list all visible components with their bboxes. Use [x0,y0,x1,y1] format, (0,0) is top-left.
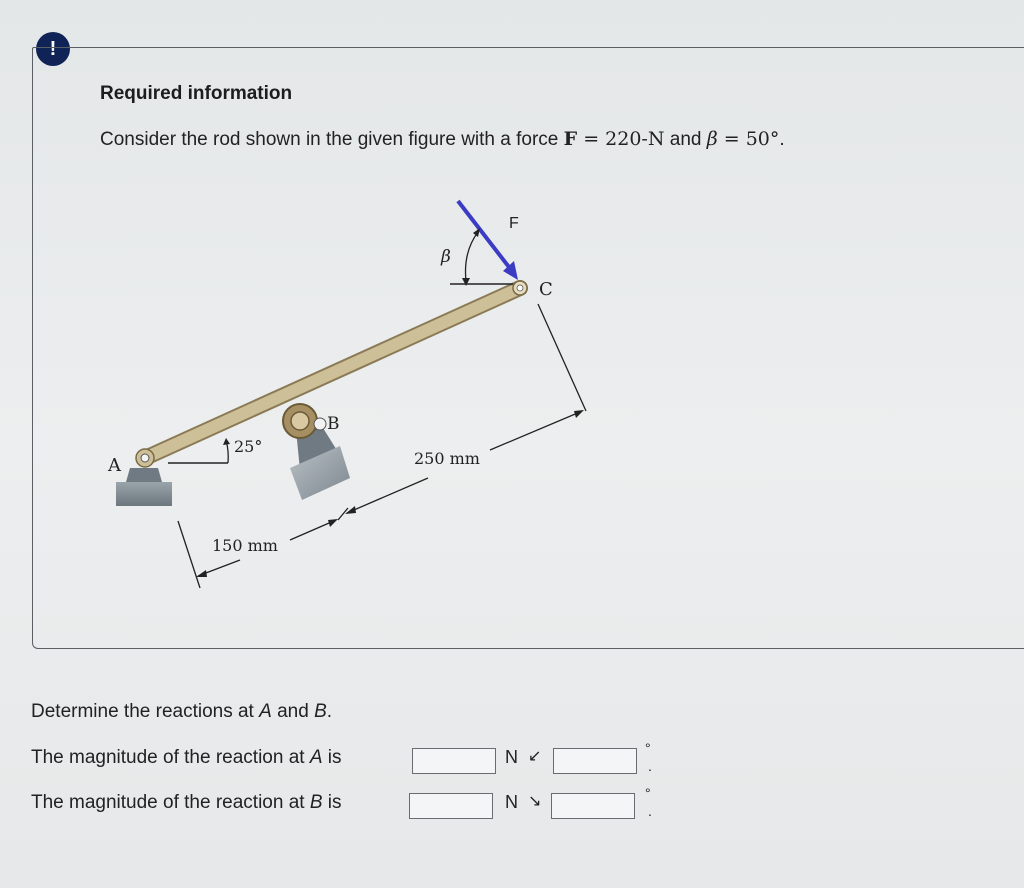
answer-label-b: The magnitude of the reaction at B is [31,792,342,813]
dim-label-150: 150 mm [212,536,278,555]
degree-b: ° [645,785,651,801]
rod-ac [136,281,527,467]
period-a: . [648,758,652,774]
degree-a: ° [645,740,651,756]
extension-line-b [338,508,348,520]
angle-arrowhead-25 [223,438,230,445]
dim-arrow-150-left [196,570,207,577]
force-value: = 220-N [577,128,665,150]
period-b: . [648,803,652,819]
beta-label: β [441,247,451,267]
question-and: and [271,701,315,722]
panel-title: Required information [100,83,293,104]
beta-arrowhead-top [473,228,480,237]
unit-b: N [505,792,518,812]
point-label-b: B [327,414,340,434]
beta-symbol: β [706,128,718,150]
reaction-b-angle-input[interactable] [551,793,635,819]
beta-value: = 50° [717,128,780,150]
direction-a-icon: ↙ [528,746,542,765]
question-point-a: A [259,701,272,722]
direction-b-icon: ↘ [528,791,542,810]
answer-label-a: The magnitude of the reaction at A is [31,747,342,768]
alert-icon: ! [36,32,70,66]
dim-arrow-150-right [328,519,338,527]
statement-and: and [664,129,707,150]
force-label: F [509,215,519,232]
angle-label-25: 25° [234,437,263,456]
reaction-a-magnitude-input[interactable] [412,748,496,774]
extension-line-a [178,521,200,588]
point-label-a: A [108,455,121,476]
question-prefix: Determine the reactions at [31,701,260,722]
extension-line-c [538,304,586,411]
question-point-b: B [314,701,327,722]
reaction-a-angle-input[interactable] [553,748,637,774]
question-prompt [31,701,332,723]
force-symbol: F [563,128,578,150]
question-end: . [326,701,333,722]
dim-line-250-b [490,412,580,450]
point-label-c: C [539,279,553,300]
statement-prefix: Consider the rod shown in the given figure with a force [100,129,564,150]
statement-end: . [779,129,785,150]
reaction-b-magnitude-input[interactable] [409,793,493,819]
dim-label-250: 250 mm [414,449,480,468]
dim-arrow-250-right [574,410,584,418]
beta-arc [466,232,479,281]
support-b [283,404,350,500]
dim-line-250-a [347,478,428,513]
unit-a: N [505,747,518,767]
beta-arrowhead-bottom [462,278,470,286]
support-a [116,468,172,506]
